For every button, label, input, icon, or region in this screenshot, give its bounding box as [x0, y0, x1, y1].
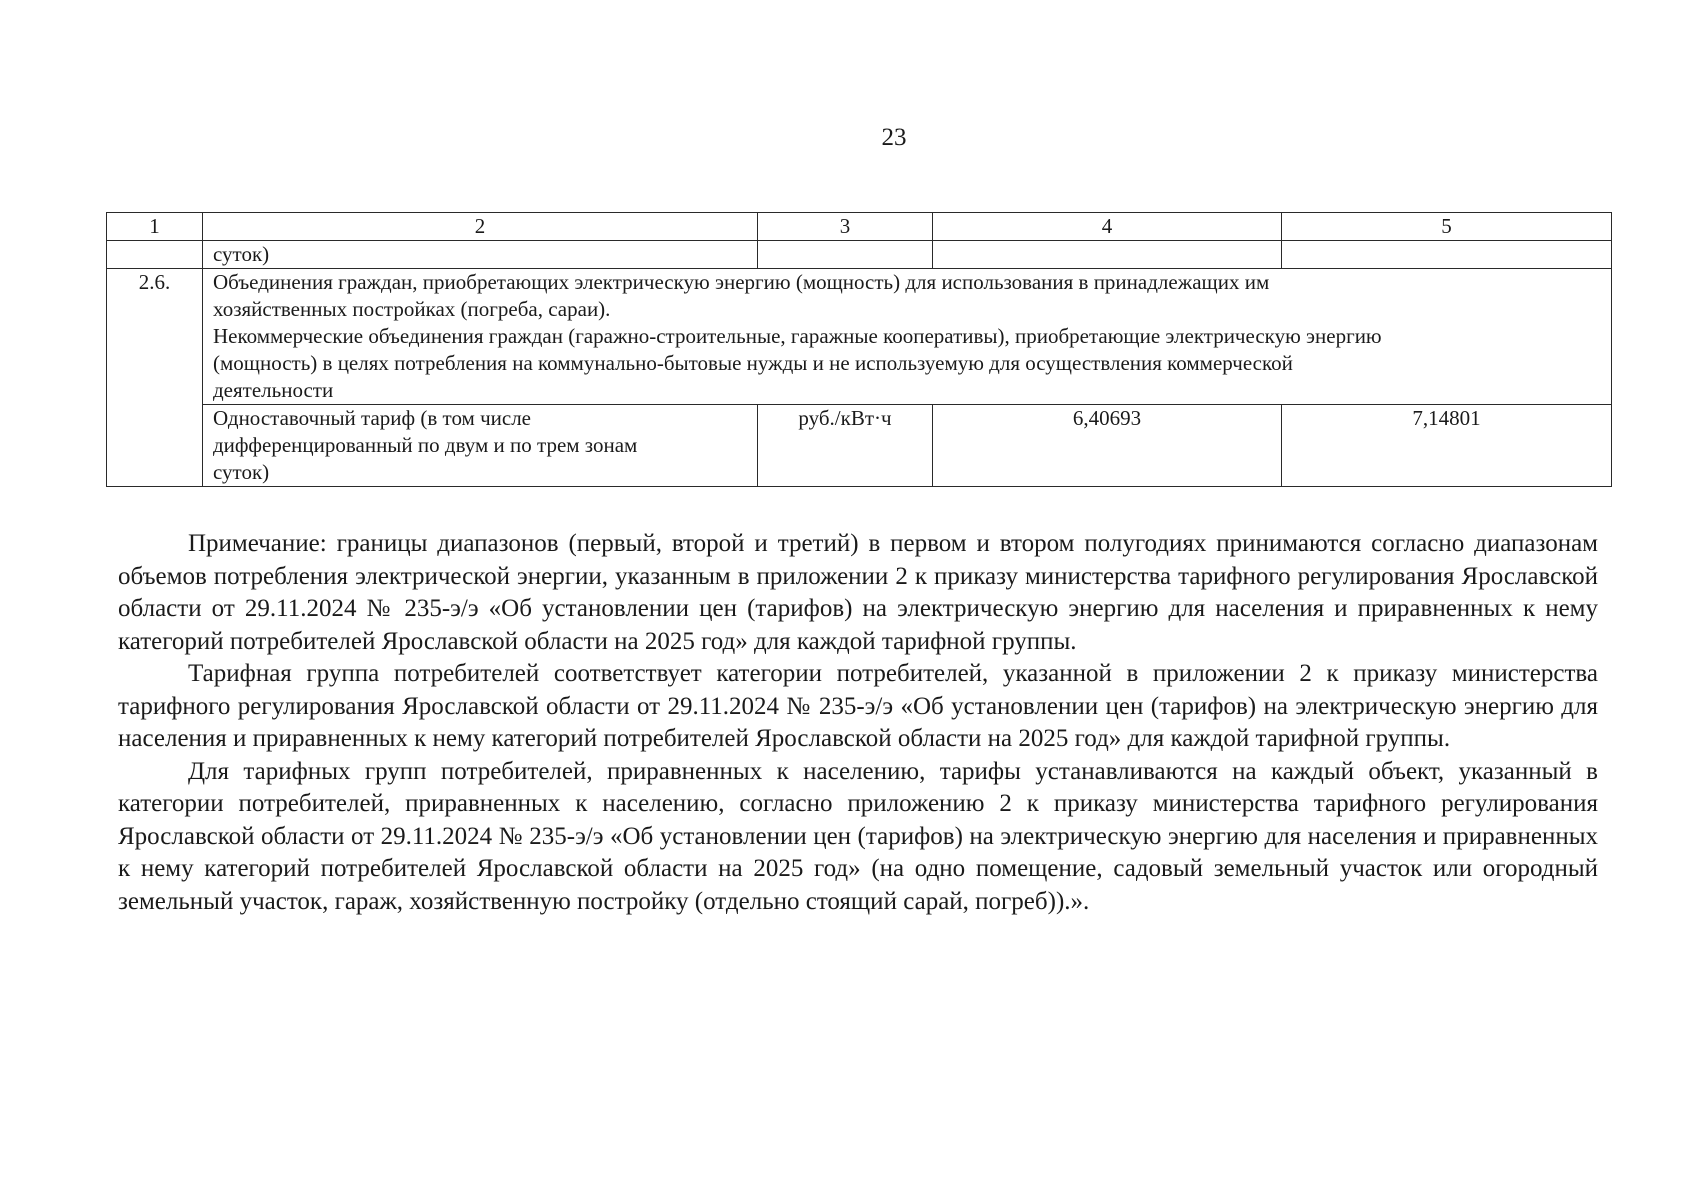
continuation-cell-4 [933, 241, 1282, 269]
table-row-section [107, 269, 1612, 405]
note-paragraph-1: Примечание: границы диапазонов (первый, второй и третий) в первом и втором полугодиях принимаются согласно диапазонам объемов потребления электрической энергии, указанным в приложении 2 к приказу министерства тарифного регулирования Ярославской области от 29.11.2024 № 235-э/э «Об установлении цен (тарифов) на электрическую энергию для населения и приравненных к нему категорий потребителей Ярославской области на 2025 год» для каждой тарифной группы. [118, 530, 1598, 655]
tariff-value-first-half: 6,40693 [933, 405, 1282, 487]
header-cell-1: 1 [107, 213, 203, 241]
tariff-name: Одноставочный тариф (в том числе дифференцированный по двум и по трем зонам суток) [203, 405, 758, 487]
continuation-cell-5 [1282, 241, 1612, 269]
header-cell-3: 3 [758, 213, 933, 241]
table-row-tariff [107, 405, 1612, 487]
section-description: Объединения граждан, приобретающих электрическую энергию (мощность) для использования в принадлежащих им хозяйственных постройках (погреба, сараи). Некоммерческие объединения граждан (гаражно-строительные, гаражные кооперативы), приобретающие электрическую энергию (мощность) в целях потребления на коммунально-бытовые нужды и не используемую для осуществления коммерческой деятельности [203, 269, 1612, 405]
header-cell-4: 4 [933, 213, 1282, 241]
header-cell-5: 5 [1282, 213, 1612, 241]
note-paragraph-2: Тарифная группа потребителей соответствует категории потребителей, указанной в приложении 2 к приказу министерства тарифного регулирования Ярославской области от 29.11.2024 № 235-э/э «Об установлении цен (тарифов) на электрическую энергию для населения и приравненных к нему категорий потребителей Ярославской области на 2025 год» для каждой тарифной группы. [118, 660, 1598, 752]
continuation-text: суток) [203, 241, 758, 269]
table-header-row [107, 213, 1612, 241]
section-number: 2.6. [107, 269, 203, 487]
tariff-value-second-half: 7,14801 [1282, 405, 1612, 487]
header-cell-2: 2 [203, 213, 758, 241]
continuation-cell-3 [758, 241, 933, 269]
tariff-table [106, 212, 1612, 487]
note-paragraph-3: Для тарифных групп потребителей, приравненных к населению, тарифы устанавливаются на каждый объект, указанный в категории потребителей, приравненных к населению, согласно приложению 2 к приказу министерства тарифного регулирования Ярославской области от 29.11.2024 № 235-э/э «Об установлении цен (тарифов) на электрическую энергию для населения и приравненных к нему категорий потребителей Ярославской области на 2025 год» (на одно помещение, садовый земельный участок или огородный земельный участок, гараж, хозяйственную постройку (отдельно стоящий сарай, погреб)).». [118, 757, 1598, 915]
page-number: 23 [881, 124, 907, 151]
continuation-cell-1 [107, 241, 203, 269]
notes-section [118, 528, 1598, 918]
table-row-continuation [107, 241, 1612, 269]
tariff-unit: руб./кВт·ч [758, 405, 933, 487]
